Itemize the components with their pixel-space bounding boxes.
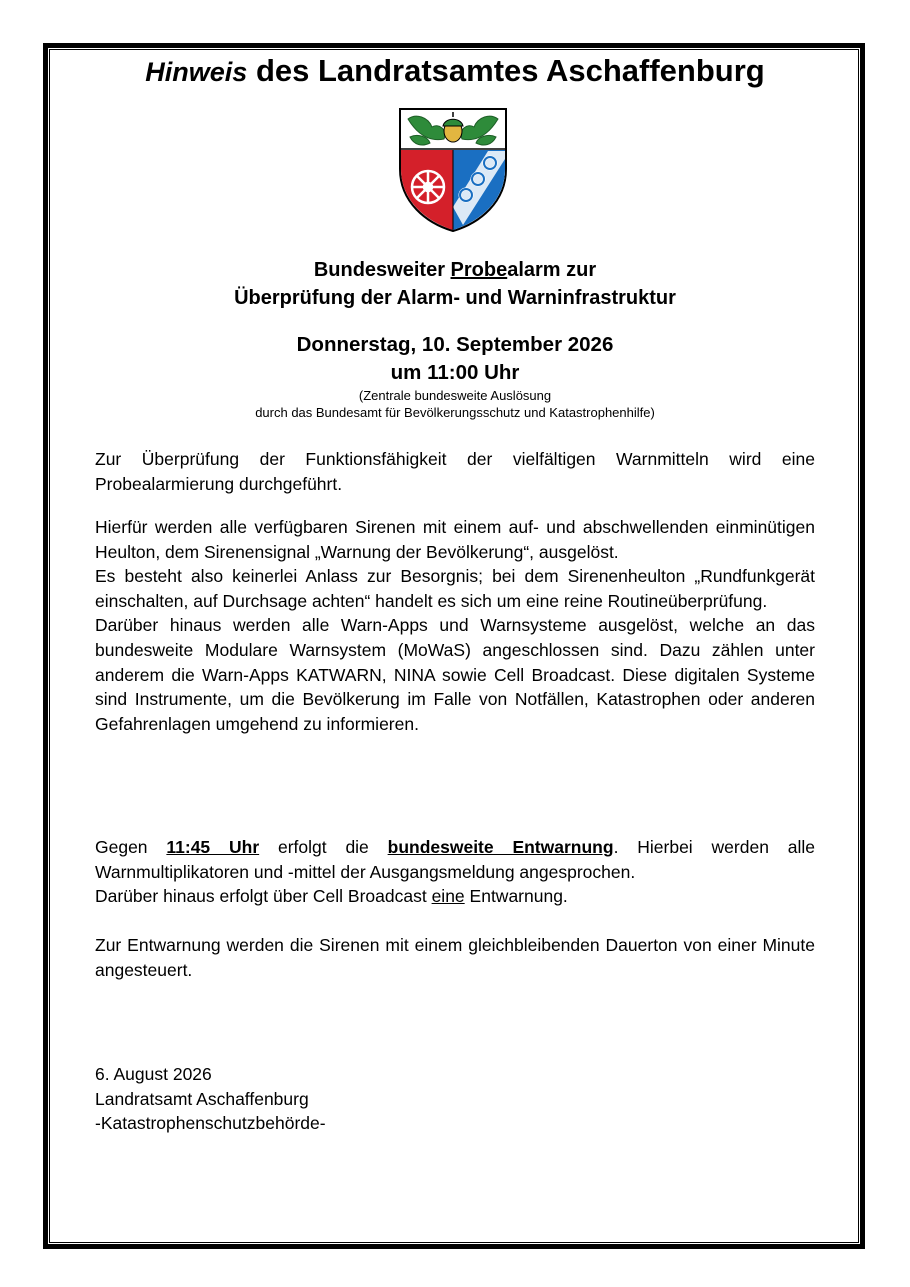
paragraph-sirens-b: Es besteht also keinerlei Anlass zur Besorgnis; bei dem Sirenenheulton „Rundfunkgerät einschalten, auf Durchsage achten“ handelt es sich um eine reine Routineüberprüfung. bbox=[95, 566, 815, 611]
paragraph-intro: Zur Überprüfung der Funktionsfähigkeit der vielfältigen Warnmitteln wird eine Probealarmierung durchgeführt. bbox=[95, 449, 815, 494]
all-clear-label: bundesweite Entwarnung bbox=[387, 837, 614, 857]
date-line: Donnerstag, 10. September 2026 bbox=[296, 333, 614, 356]
subtitle-line2: Überprüfung der Alarm- und Warninfrastruktur bbox=[234, 287, 676, 309]
paragraph-sirens bbox=[95, 515, 815, 736]
signature-date: 6. August 2026 bbox=[95, 1064, 212, 1084]
note-line2: durch das Bundesamt für Bevölkerungsschutz und Katastrophenhilfe) bbox=[255, 405, 655, 420]
title-hinweis: Hinweis bbox=[145, 57, 248, 87]
text-span: Gegen bbox=[95, 837, 167, 857]
signature-dept: -Katastrophenschutzbehörde- bbox=[95, 1113, 326, 1134]
page-title bbox=[0, 53, 910, 89]
paragraph-sirens-a: Hierfür werden alle verfügbaren Sirenen mit einem auf- und abschwellenden einminütigen Heulton, dem Sirenensignal „Warnung der Bevölkerung“, ausgelöst. bbox=[95, 517, 815, 562]
underlined-eine: eine bbox=[431, 886, 465, 907]
text-span: Entwarnung. bbox=[464, 886, 568, 907]
coat-of-arms-icon bbox=[398, 107, 508, 233]
text-span: Darüber hinaus erfolgt über Cell Broadcast bbox=[95, 886, 432, 907]
signature-office: Landratsamt Aschaffenburg bbox=[95, 1088, 309, 1109]
paragraph-sirens-c: Darüber hinaus werden alle Warn-Apps und Warnsysteme ausgelöst, welche an das bundesweite Modulare Warnsystem (MoWaS) angeschlossen sind. Dazu zählen unter anderem die Warn-Apps KATWARN, NINA sowie Cell Broadcast. Diese digitalen Systeme sind Instrumente, um die Bevölkerung im Falle von Notfällen, Katastrophen oder anderen Gefahrenlagen umgehend zu informieren. bbox=[95, 615, 815, 734]
notice-subtitle bbox=[0, 256, 910, 312]
signature-block bbox=[95, 1062, 326, 1136]
subtitle-text-a: Bundesweiter bbox=[313, 259, 451, 281]
all-clear-time: 11:45 Uhr bbox=[166, 837, 260, 857]
text-span: . Hierbei werden alle Warnmultiplikatoren und -mittel der Ausgangsmeldung angesprochen. bbox=[95, 837, 815, 882]
subtitle-probe: Probe bbox=[450, 259, 508, 281]
paragraph-all-clear bbox=[95, 835, 815, 909]
paragraph-continuous-tone: Zur Entwarnung werden die Sirenen mit einem gleichbleibenden Dauerton von einer Minute angesteuert. bbox=[95, 935, 815, 980]
alarm-date bbox=[0, 331, 910, 387]
text-span: erfolgt die bbox=[259, 837, 388, 857]
subtitle-text-c: alarm zur bbox=[507, 259, 597, 281]
note-line1: (Zentrale bundesweite Auslösung bbox=[358, 388, 552, 403]
trigger-note bbox=[0, 387, 910, 421]
time-line: um 11:00 Uhr bbox=[390, 361, 520, 384]
title-rest: des Landratsamtes Aschaffenburg bbox=[255, 53, 765, 88]
